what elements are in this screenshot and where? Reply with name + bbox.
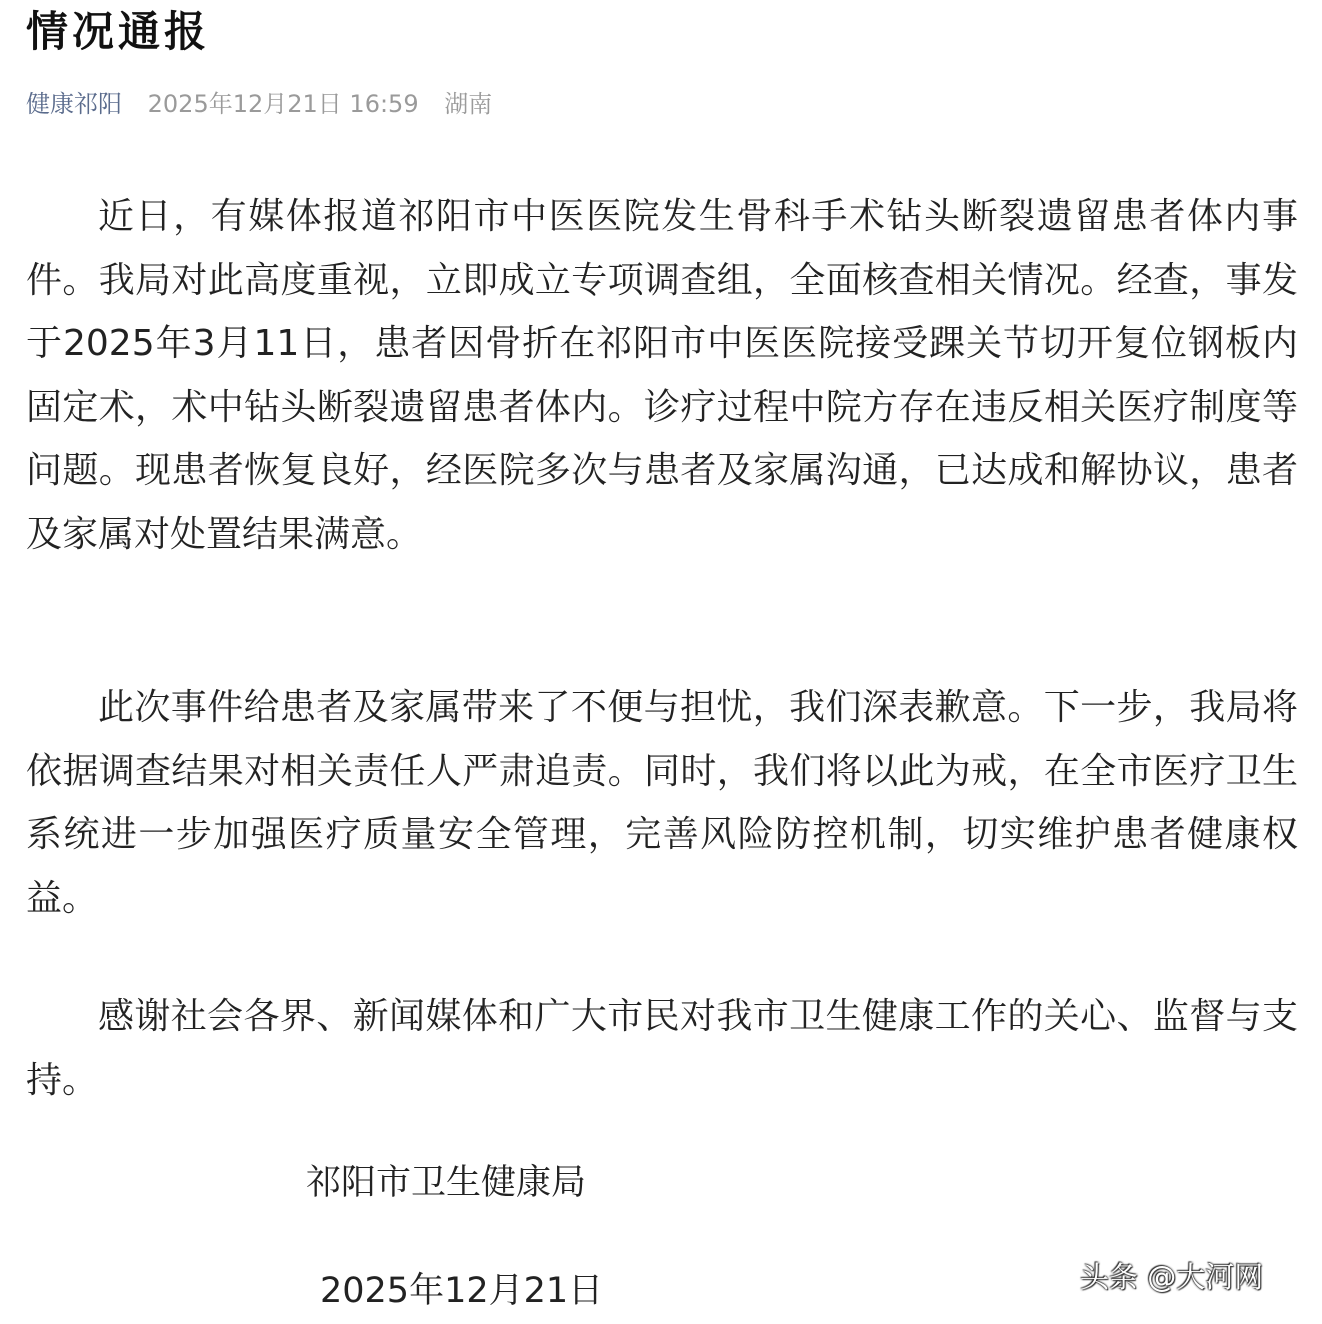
account-name[interactable]: 健康祁阳	[26, 90, 122, 118]
article-meta	[26, 86, 510, 122]
body-paragraph-3: 感谢社会各界、新闻媒体和广大市民对我市卫生健康工作的关心、监督与支持。	[26, 996, 1298, 1101]
page-title: 情况通报	[26, 7, 211, 56]
body-paragraph-2: 此次事件给患者及家属带来了不便与担忧，我们深表歉意。下一步，我局将依据调查结果对相关责任人严肃追责。同时，我们将以此为戒，在全市医疗卫生系统进一步加强医疗质量安全管理，完善风险防控机制，切实维护患者健康权益。	[26, 687, 1298, 919]
publish-datetime: 2025年12月21日 16:59	[147, 90, 419, 118]
publish-location: 湖南	[444, 90, 493, 118]
watermark: 头条 @大河网	[1080, 1260, 1264, 1294]
signature-date: 2025年12月21日	[320, 1271, 604, 1311]
body-paragraph-1: 近日，有媒体报道祁阳市中医医院发生骨科手术钻头断裂遗留患者体内事件。我局对此高度重视，立即成立专项调查组，全面核查相关情况。经查，事发于2025年3月11日，患者因骨折在祁阳市中医医院接受踝关节切开复位钢板内固定术，术中钻头断裂遗留患者体内。诊疗过程中院方存在违反相关医疗制度等问题。现患者恢复良好，经医院多次与患者及家属沟通，已达成和解协议，患者及家属对处置结果满意。	[26, 196, 1298, 555]
signature-organization: 祁阳市卫生健康局	[306, 1163, 587, 1203]
